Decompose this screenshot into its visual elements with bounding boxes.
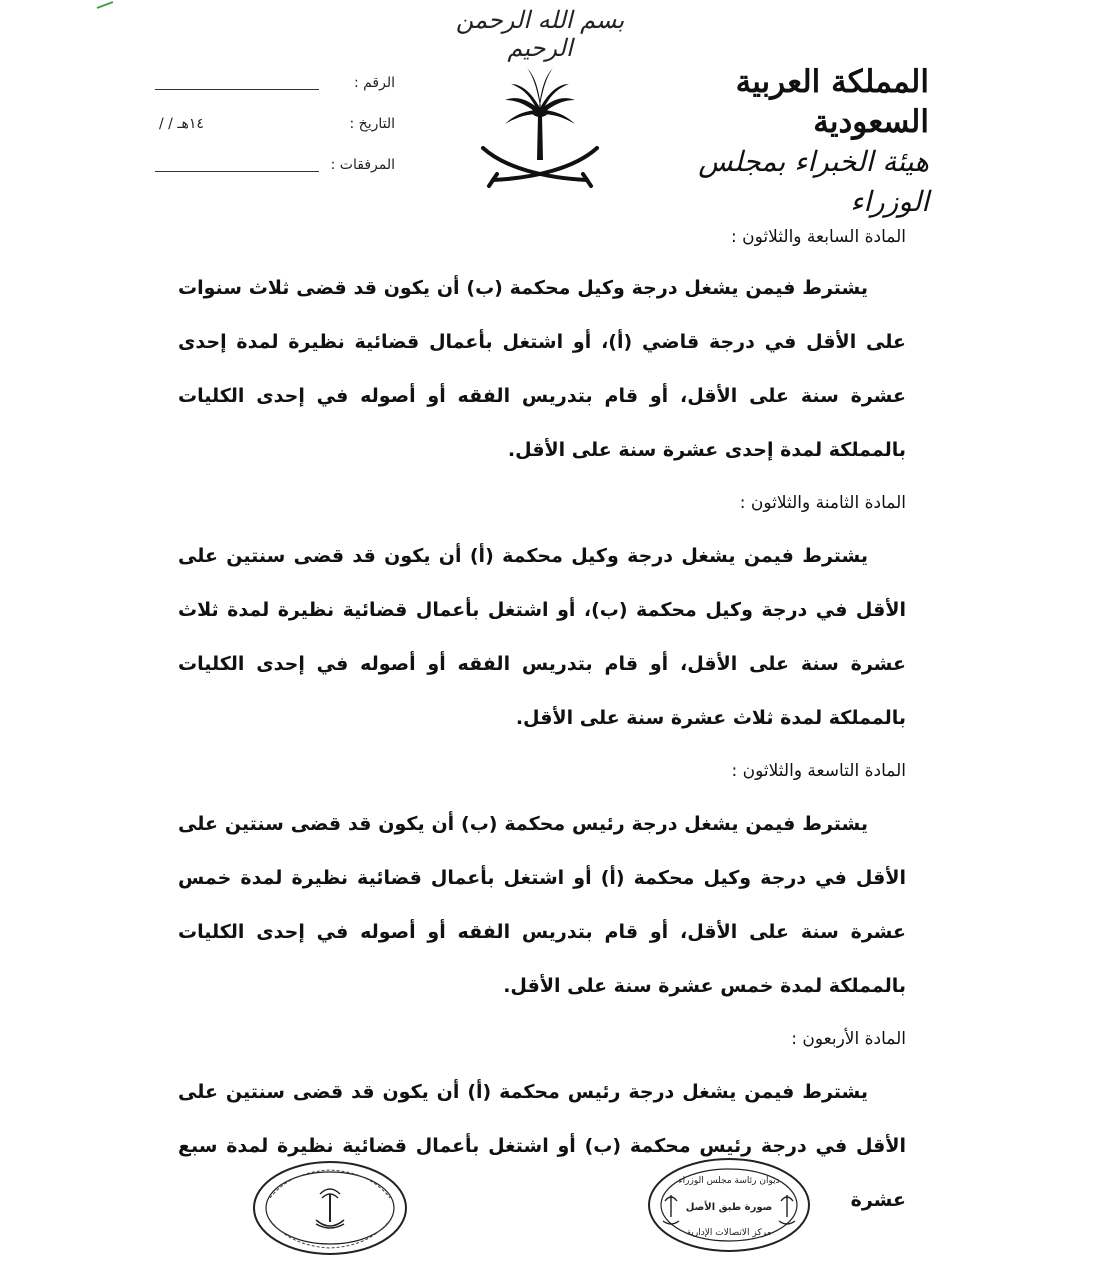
saudi-emblem-icon xyxy=(475,60,605,190)
article-37-title: المادة السابعة والثلاثون : xyxy=(730,227,906,247)
document-body xyxy=(178,213,906,1227)
date-value: / / ١٤هـ xyxy=(159,115,204,132)
date-label: التاريخ : xyxy=(349,115,395,132)
country-name: المملكة العربية السعودية xyxy=(735,64,929,140)
article-38-text: يشترط فيمن يشغل درجة وكيل محكمة (أ) أن يكون قد قضى سنتين على الأقل في درجة وكيل محكمة (ب)، أو اشتغل بأعمال قضائية نظيرة لمدة ثلاث عشرة سنة على الأقل، أو قام بتدريس الفقه أو أصوله في إحدى الكليات بالمملكة لمدة ثلاث عشرة سنة على الأقل. xyxy=(178,545,906,729)
basmala: بسم الله الرحمن الرحيم xyxy=(455,6,625,62)
organization-header xyxy=(629,62,929,222)
corner-mark xyxy=(95,0,115,10)
article-40-text: يشترط فيمن يشغل درجة رئيس محكمة (أ) أن يكون قد قضى سنتين على الأقل في درجة رئيس محكمة (ب) أو اشتغل بأعمال قضائية نظيرة لمدة سبع عشرة xyxy=(178,1081,906,1211)
number-label: الرقم : xyxy=(353,74,395,91)
agency-name: هيئة الخبراء بمجلس الوزراء xyxy=(698,145,929,218)
number-line xyxy=(155,75,319,90)
attachments-label: المرفقات : xyxy=(330,156,395,173)
attachments-row xyxy=(155,144,395,185)
article-39-title: المادة التاسعة والثلاثون : xyxy=(731,761,906,781)
date-row xyxy=(155,103,395,144)
attachments-line xyxy=(155,157,319,172)
article-37-text: يشترط فيمن يشغل درجة وكيل محكمة (ب) أن يكون قد قضى ثلاث سنوات على الأقل في درجة قاضي (أ)، أو اشتغل بأعمال قضائية نظيرة لمدة إحدى عشرة سنة على الأقل، أو قام بتدريس الفقه أو أصوله في إحدى الكليات بالمملكة لمدة إحدى عشرة سنة على الأقل. xyxy=(178,277,906,461)
article-39-text: يشترط فيمن يشغل درجة رئيس محكمة (ب) أن يكون قد قضى سنتين على الأقل في درجة وكيل محكمة (أ) أو اشتغل بأعمال قضائية نظيرة لمدة خمس عشرة سنة على الأقل، أو قام بتدريس الفقه أو أصوله في إحدى الكليات بالمملكة لمدة خمس عشرة سنة على الأقل. xyxy=(178,813,906,997)
seal-top-text: ديوان رئاسة مجلس الوزراء xyxy=(678,1176,780,1186)
reference-fields xyxy=(155,62,395,185)
article-40-title: المادة الأربعون : xyxy=(791,1029,906,1049)
official-seal-right xyxy=(645,1155,813,1255)
seal-bottom-text: مركز الاتصالات الإدارية xyxy=(686,1228,772,1238)
official-seal-left xyxy=(250,1158,410,1258)
number-row xyxy=(155,62,395,103)
seal-middle-text: صورة طبق الأصل xyxy=(685,1202,773,1213)
article-38-title: المادة الثامنة والثلاثون : xyxy=(739,493,906,513)
